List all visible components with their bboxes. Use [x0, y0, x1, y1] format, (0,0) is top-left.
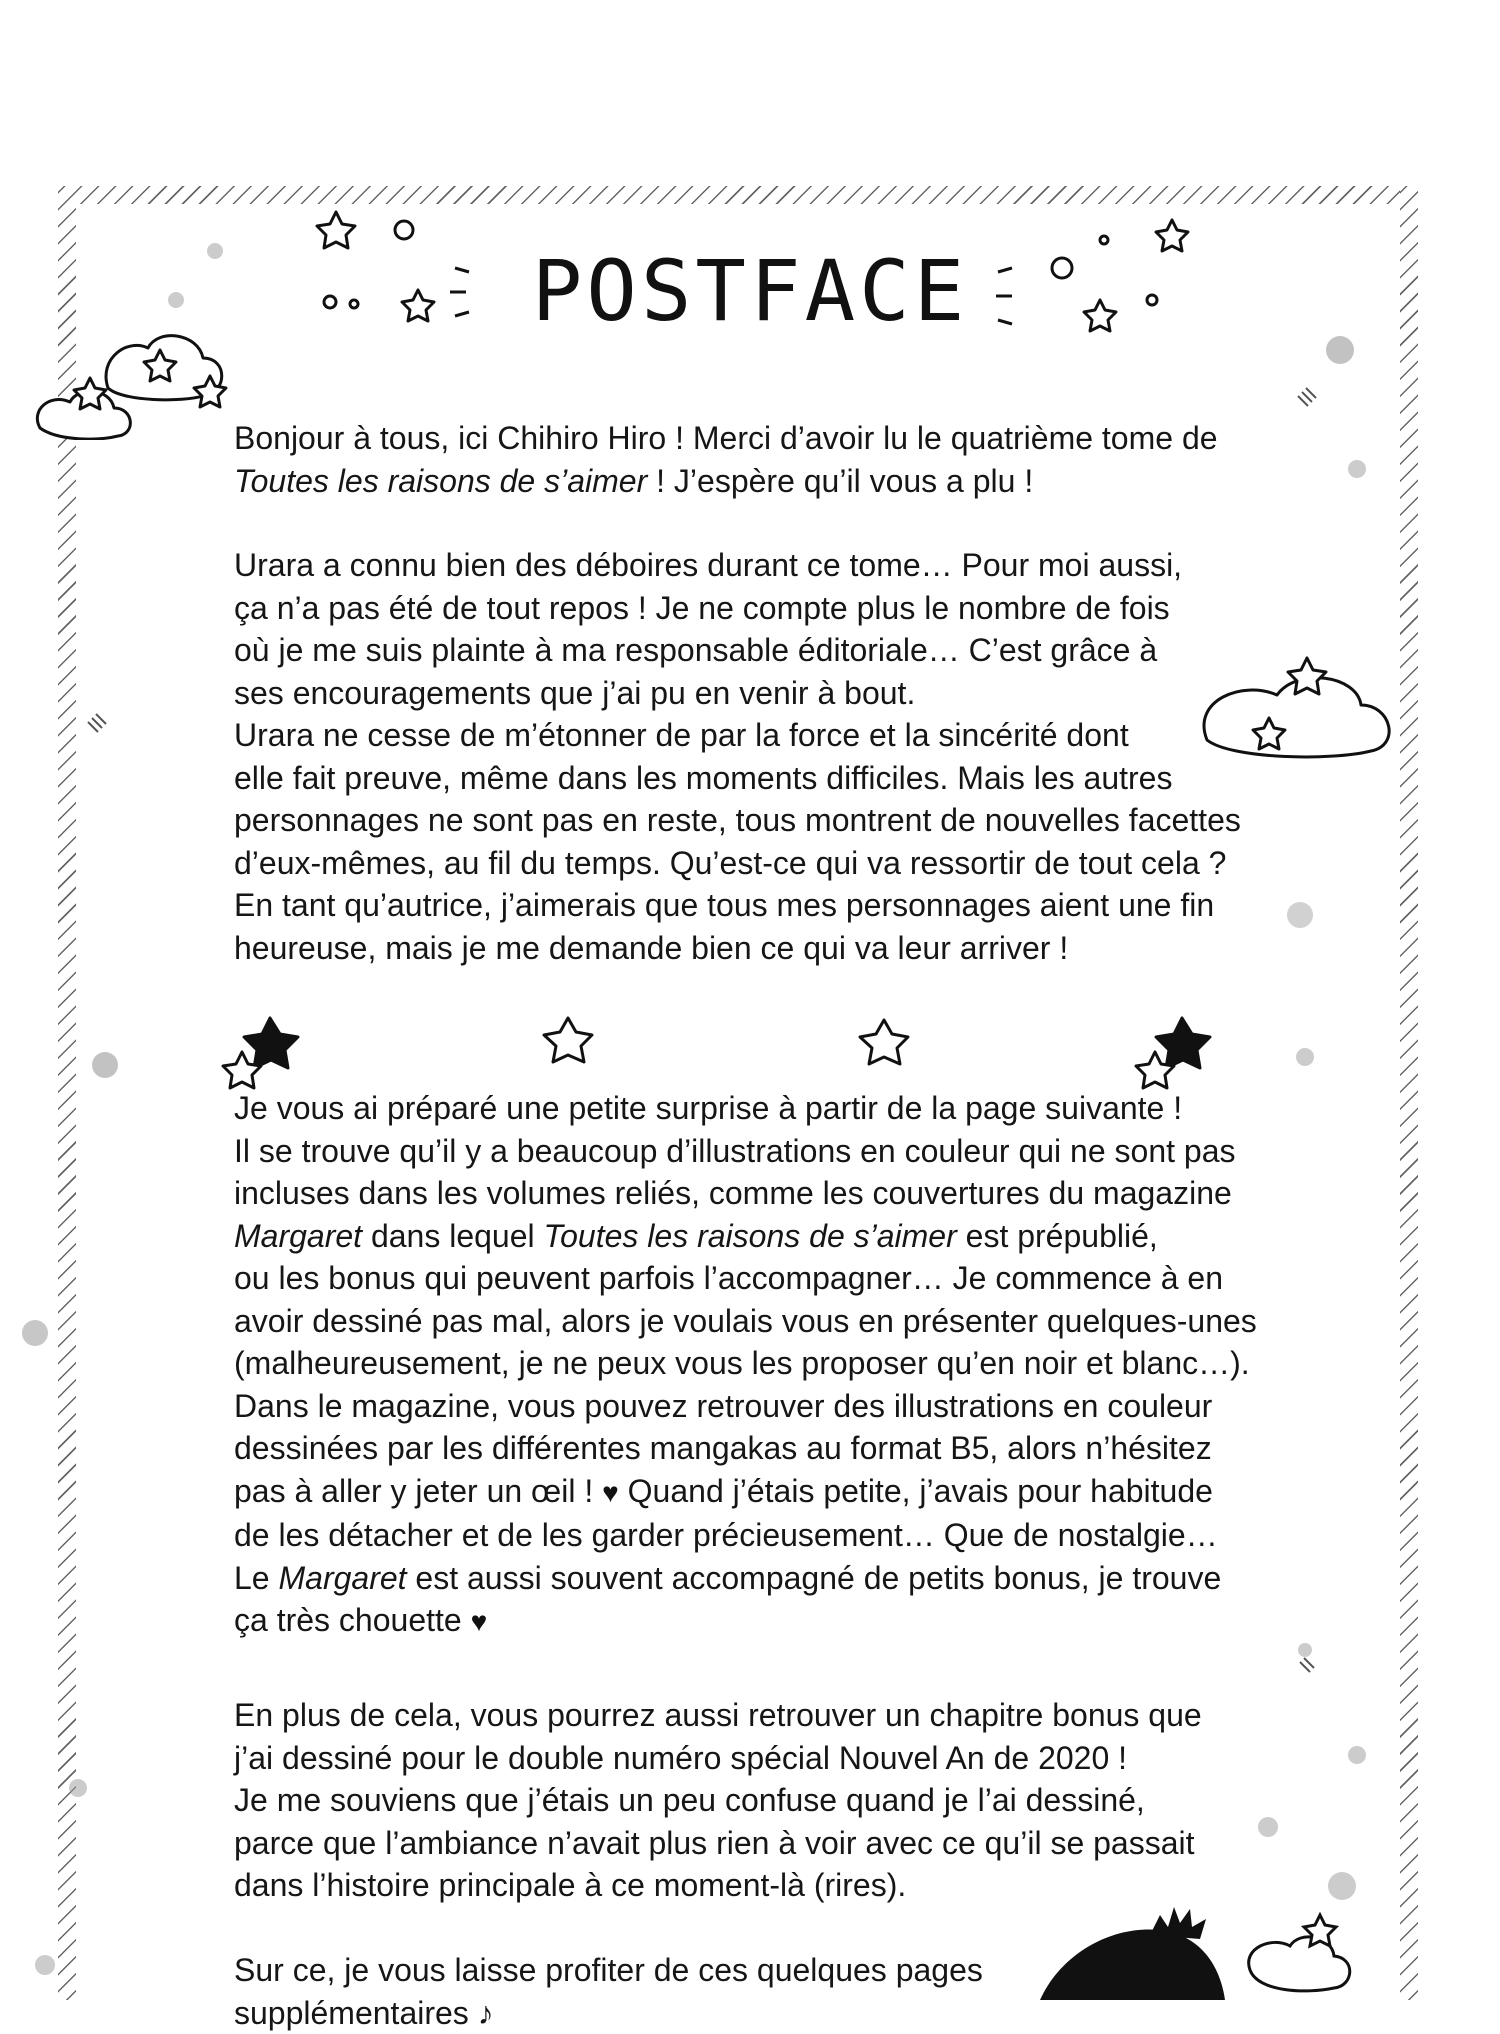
text-line	[234, 884, 1314, 927]
text-span: En tant qu’autrice, j’aimerais que tous mes personnages aient une fin	[234, 887, 1214, 923]
text-span: ça n’a pas été de tout repos ! Je ne compte plus le nombre de fois	[234, 590, 1170, 626]
text-line	[234, 1864, 1314, 1907]
text-span: Bonjour à tous, ici Chihiro Hiro ! Merci d’avoir lu le quatrième tome de	[234, 420, 1218, 456]
paragraph-surprise	[234, 1087, 1314, 1644]
text-span: d’eux-mêmes, au fil du temps. Qu’est-ce qui va ressortir de tout cela ?	[234, 845, 1226, 881]
text-line	[234, 1470, 1314, 1515]
text-line	[234, 1992, 1314, 2034]
italic-title-text: Toutes les raisons de s’aimer	[544, 1218, 957, 1254]
text-span: Quand j’étais petite, j’avais pour habitude	[619, 1473, 1213, 1509]
dot-circle-icon	[1296, 1048, 1314, 1066]
paragraph-story	[234, 544, 1314, 969]
heart-icon: ♥	[602, 1472, 619, 1515]
text-span: Il se trouve qu’il y a beaucoup d’illustrations en couleur qui ne sont pas	[234, 1133, 1236, 1169]
text-line	[234, 927, 1314, 970]
text-line	[234, 1172, 1314, 1215]
filled-star-icon	[244, 1018, 298, 1068]
text-line	[234, 1257, 1314, 1300]
text-span: dans l’histoire principale à ce moment-là (rires).	[234, 1867, 906, 1903]
text-span: dans lequel	[362, 1218, 543, 1254]
text-span: heureuse, mais je me demande bien ce qui va leur arriver !	[234, 930, 1068, 966]
text-span: ses encouragements que j’ai pu en venir à bout.	[234, 675, 915, 711]
text-span: elle fait preuve, même dans les moments difficiles. Mais les autres	[234, 760, 1172, 796]
dot-circle-icon	[1326, 336, 1354, 364]
text-span: Le	[234, 1560, 278, 1596]
text-span: incluses dans les volumes reliés, comme les couvertures du magazine	[234, 1175, 1232, 1211]
dot-circle-icon	[69, 1779, 87, 1797]
italic-title-text: Margaret	[278, 1560, 406, 1596]
text-line	[234, 757, 1314, 800]
text-line	[234, 1514, 1314, 1557]
text-span: Sur ce, je vous laisse profiter de ces quelques pages	[234, 1952, 983, 1988]
text-span: est aussi souvent accompagné de petits bonus, je trouve	[407, 1560, 1222, 1596]
text-line	[234, 1130, 1314, 1173]
text-line	[234, 1087, 1314, 1130]
dot-circle-icon	[35, 1955, 55, 1975]
text-span: Je vous ai préparé une petite surprise à partir de la page suivante !	[234, 1090, 1182, 1126]
italic-title-text: Toutes les raisons de s’aimer	[234, 463, 647, 499]
heart-icon: ♥	[471, 1601, 488, 1644]
text-line	[234, 714, 1314, 757]
text-line	[234, 1300, 1314, 1343]
text-span: Dans le magazine, vous pouvez retrouver des illustrations en couleur	[234, 1388, 1212, 1424]
text-span: où je me suis plainte à ma responsable éditoriale… C’est grâce à	[234, 632, 1157, 668]
paragraph-bonus-chapter	[234, 1694, 1314, 1907]
text-span: dessinées par les différentes mangakas au format B5, alors n’hésitez	[234, 1430, 1212, 1466]
text-span: ! J’espère qu’il vous a plu !	[647, 463, 1033, 499]
text-line	[234, 1779, 1314, 1822]
text-span: j’ai dessiné pour le double numéro spécial Nouvel An de 2020 !	[234, 1740, 1127, 1776]
text-span: personnages ne sont pas en reste, tous montrent de nouvelles facettes	[234, 802, 1241, 838]
text-line	[234, 1694, 1314, 1737]
text-line	[234, 1557, 1314, 1600]
text-span: (malheureusement, je ne peux vous les proposer qu’en noir et blanc…).	[234, 1345, 1250, 1381]
text-span: Urara ne cesse de m’étonner de par la force et la sincérité dont	[234, 717, 1129, 753]
text-span: Urara a connu bien des déboires durant ce tome… Pour moi aussi,	[234, 547, 1182, 583]
text-span: pas à aller y jeter un œil !	[234, 1473, 602, 1509]
text-line	[234, 1949, 1314, 1992]
text-span: Je me souviens que j’étais un peu confuse quand je l’ai dessiné,	[234, 1782, 1145, 1818]
star-icon	[544, 1018, 592, 1062]
text-span: supplémentaires ♪	[234, 1995, 494, 2031]
text-span: En plus de cela, vous pourrez aussi retrouver un chapitre bonus que	[234, 1697, 1202, 1733]
text-line	[234, 1342, 1314, 1385]
text-line	[234, 460, 1314, 503]
dot-circle-icon	[168, 292, 184, 308]
text-line	[234, 417, 1314, 460]
dot-circle-icon	[1298, 1643, 1312, 1657]
text-span: parce que l’ambiance n’avait plus rien à voir avec ce qu’il se passait	[234, 1825, 1195, 1861]
page-title: POSTFACE	[420, 242, 1080, 340]
text-line	[234, 1385, 1314, 1428]
text-line	[234, 587, 1314, 630]
text-line	[234, 1599, 1314, 1644]
text-line	[234, 1822, 1314, 1865]
star-icon	[860, 1020, 908, 1064]
text-span: ça très chouette	[234, 1602, 471, 1638]
filled-star-icon	[1156, 1018, 1210, 1068]
text-line	[234, 1215, 1314, 1258]
paragraph-closing	[234, 1949, 1314, 2034]
italic-title-text: Margaret	[234, 1218, 362, 1254]
dot-circle-icon	[22, 1320, 48, 1346]
text-line	[234, 672, 1314, 715]
text-span: de les détacher et de les garder précieusement… Que de nostalgie…	[234, 1517, 1218, 1553]
dot-circle-icon	[207, 243, 223, 259]
dot-circle-icon	[1348, 1746, 1366, 1764]
paragraph-intro	[234, 417, 1314, 502]
text-line	[234, 842, 1314, 885]
text-line	[234, 544, 1314, 587]
text-line	[234, 1427, 1314, 1470]
text-span: est prépublié,	[957, 1218, 1158, 1254]
text-line	[234, 799, 1314, 842]
text-span: ou les bonus qui peuvent parfois l’accompagner… Je commence à en	[234, 1260, 1223, 1296]
text-line	[234, 1737, 1314, 1780]
text-line	[234, 629, 1314, 672]
dot-circle-icon	[92, 1052, 118, 1078]
dot-circle-icon	[1348, 460, 1366, 478]
text-span: avoir dessiné pas mal, alors je voulais vous en présenter quelques-unes	[234, 1303, 1257, 1339]
